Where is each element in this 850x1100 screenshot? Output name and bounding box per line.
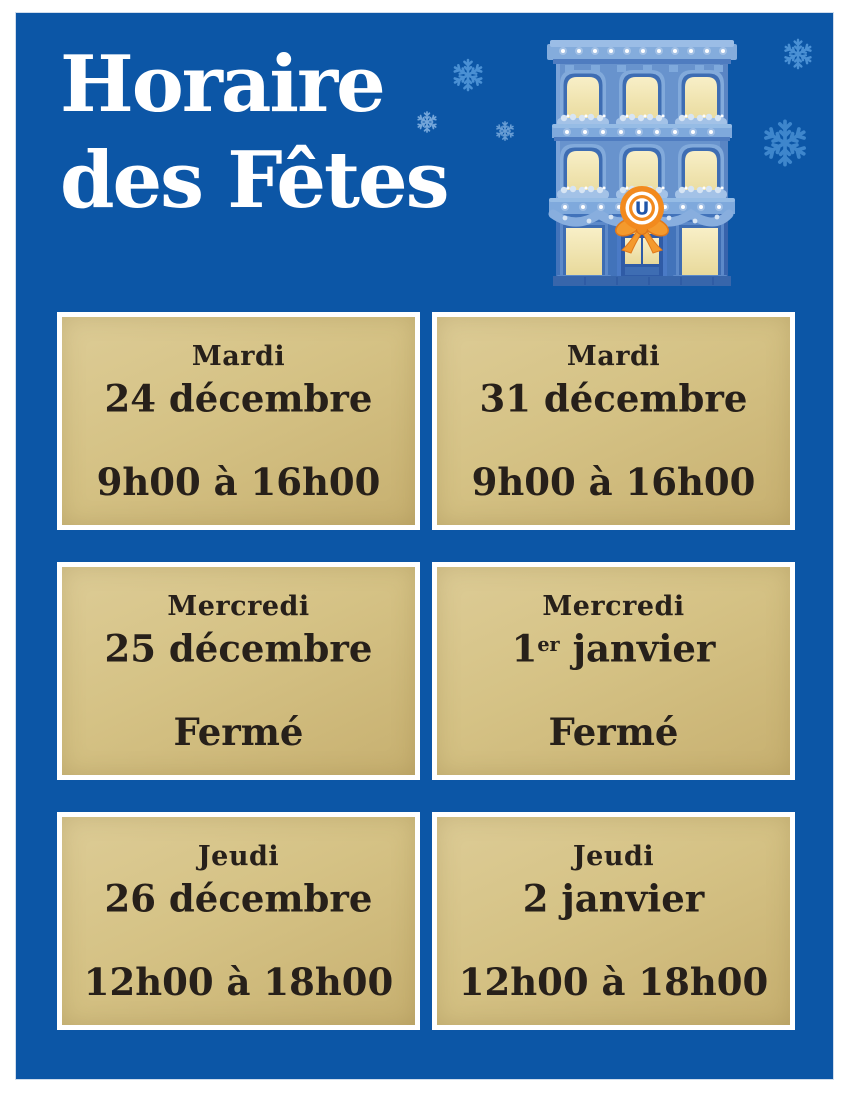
u-logo-badge bbox=[620, 186, 664, 230]
card-day-label: Jeudi bbox=[197, 841, 280, 872]
u-logo-letter: U bbox=[634, 198, 650, 220]
card-date-superscript: er bbox=[537, 633, 560, 656]
card-hours: 12h00 à 18h00 bbox=[458, 959, 769, 1004]
card-hours: 12h00 à 18h00 bbox=[83, 959, 394, 1004]
card-day-label: Mardi bbox=[191, 341, 286, 372]
card-date-main: 25 décembre bbox=[104, 626, 373, 671]
card-date bbox=[105, 873, 373, 921]
card-day-label: Mercredi bbox=[167, 591, 310, 622]
card-date-main: 24 décembre bbox=[104, 376, 373, 421]
schedule-card-dec26 bbox=[57, 812, 420, 1030]
blue-panel bbox=[16, 13, 833, 1079]
card-date bbox=[105, 623, 373, 671]
card-date-main: 2 janvier bbox=[522, 876, 705, 921]
snowflake-icon bbox=[415, 110, 439, 134]
snowflake-icon bbox=[781, 37, 815, 71]
card-date bbox=[512, 623, 716, 671]
card-date-main: 26 décembre bbox=[104, 876, 373, 921]
page-title-line1: Horaire bbox=[60, 39, 384, 130]
card-date bbox=[480, 373, 748, 421]
holiday-storefront-illustration bbox=[545, 38, 739, 288]
snowflake-icon bbox=[450, 57, 486, 93]
snowflake-icon bbox=[494, 120, 516, 142]
card-day-label: Mardi bbox=[566, 341, 661, 372]
card-date bbox=[105, 373, 373, 421]
schedule-card-dec25 bbox=[57, 562, 420, 780]
page-title bbox=[60, 37, 448, 229]
schedule-card-dec31 bbox=[432, 312, 795, 530]
card-date-main: 1 bbox=[511, 626, 538, 671]
card-date-main: 31 décembre bbox=[479, 376, 748, 421]
schedule-card-jan1 bbox=[432, 562, 795, 780]
schedule-card-dec24 bbox=[57, 312, 420, 530]
card-hours: Fermé bbox=[548, 709, 679, 754]
card-date-rest: janvier bbox=[559, 626, 716, 671]
card-day-label: Jeudi bbox=[572, 841, 655, 872]
schedule-grid bbox=[57, 312, 795, 1030]
card-hours: Fermé bbox=[173, 709, 304, 754]
card-day-label: Mercredi bbox=[542, 591, 685, 622]
card-hours: 9h00 à 16h00 bbox=[96, 459, 381, 504]
page-title-line2: des Fêtes bbox=[60, 135, 448, 226]
mid-lights bbox=[563, 128, 715, 136]
schedule-card-jan2 bbox=[432, 812, 795, 1030]
card-date bbox=[523, 873, 704, 921]
snowflake-icon bbox=[759, 117, 811, 169]
card-hours: 9h00 à 16h00 bbox=[471, 459, 756, 504]
